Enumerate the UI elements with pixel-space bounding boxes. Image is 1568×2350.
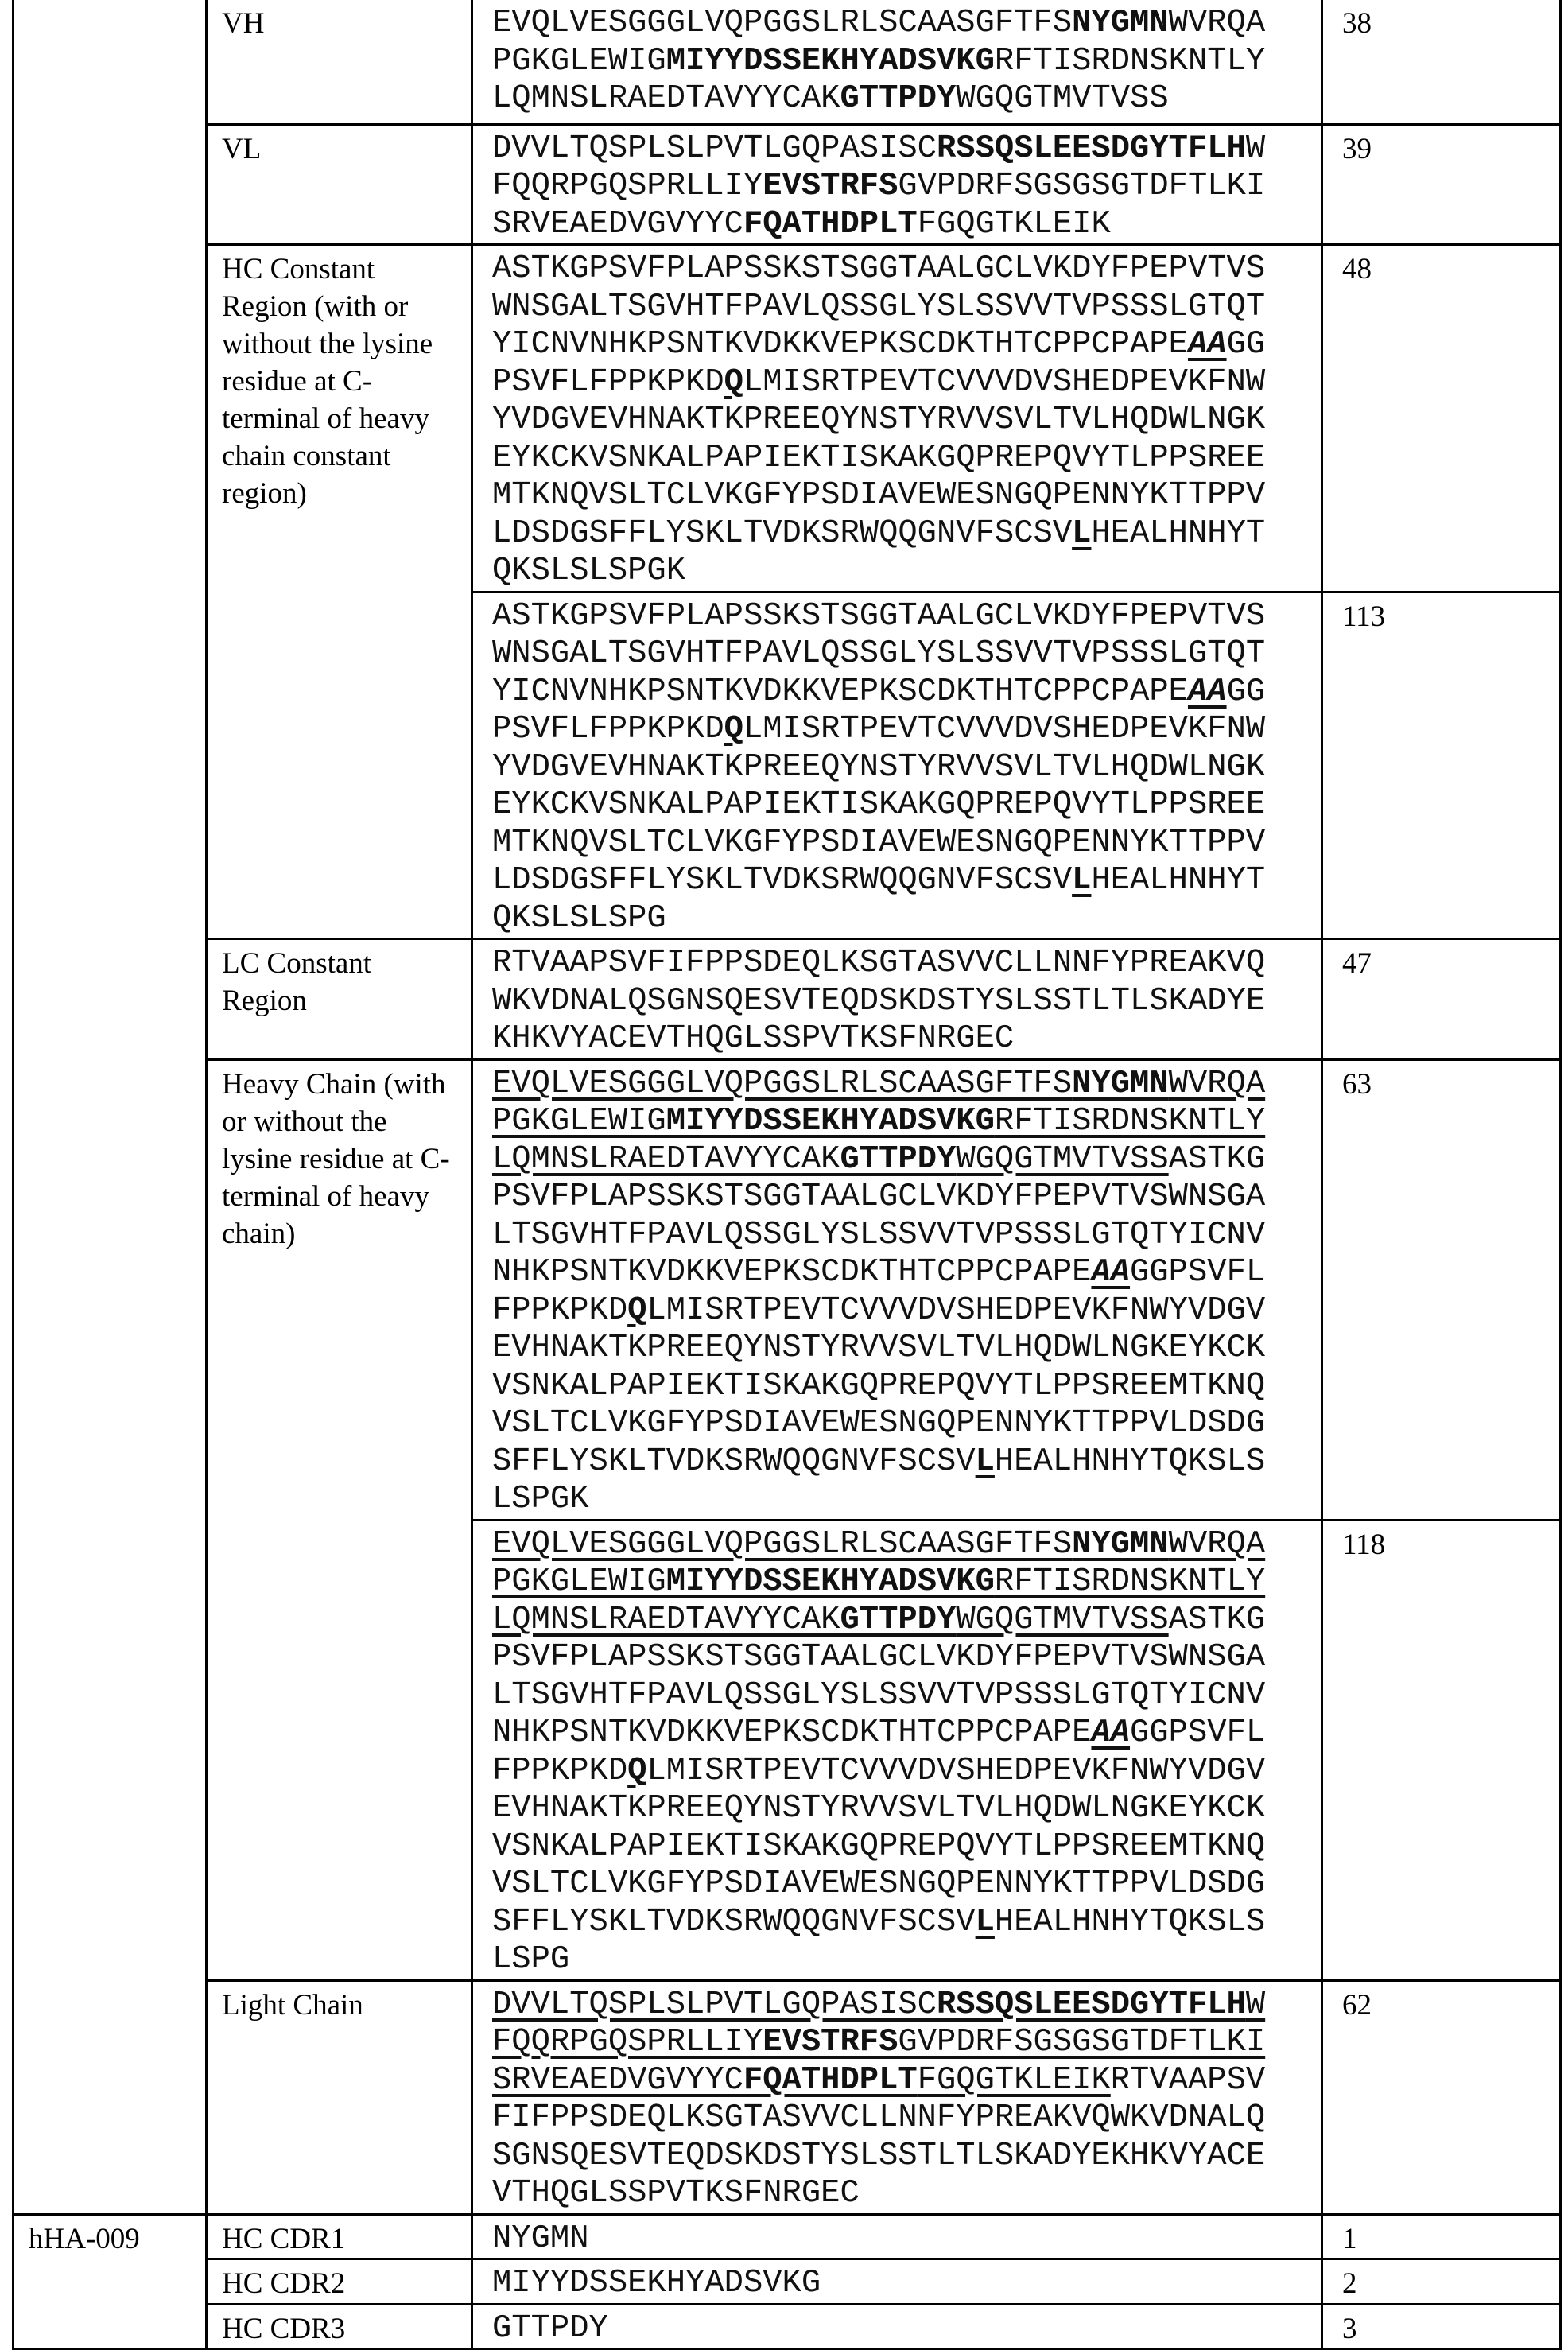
- sequence-segment: GVPDRFSGSGSGTDFTLKI: [898, 2024, 1265, 2061]
- cdr-or-mutation-segment: L: [976, 1904, 995, 1940]
- seq-id-number: 1: [1322, 2214, 1561, 2259]
- sequence-segment: FGQGTKLEIK: [918, 2062, 1111, 2099]
- table-row: [14, 939, 1561, 1060]
- sequence-segment: EYKCKVSNKALPAPIEKTISKAKGQPREPQVYTLPPSREE: [492, 787, 1265, 823]
- sequence-line: [492, 945, 1306, 983]
- cdr-or-mutation-segment: RSSQSLEESDGYTFLH: [937, 130, 1246, 167]
- cdr-or-mutation-segment: L: [1072, 862, 1091, 899]
- cdr-or-mutation-segment: L: [1072, 515, 1091, 552]
- sequence-line: [492, 1254, 1306, 1292]
- sequence-line: [492, 1292, 1306, 1330]
- sequence-line: [492, 862, 1306, 900]
- cdr-or-mutation-segment: Q: [724, 364, 743, 401]
- sequence-segment: WGQGTMVTVSS: [956, 80, 1168, 117]
- sequence-line: [492, 1563, 1306, 1602]
- antibody-name: hHA-009: [14, 2214, 207, 2349]
- sequence-segment: VSNKALPAPIEKTISKAKGQPREPQVYTLPPSREEMTKNQ: [492, 1368, 1265, 1404]
- sequence-segment: WVRQA: [1169, 1066, 1266, 1102]
- sequence-segment: VSLTCLVKGFYPSDIAVEWESNGQPENNYKTTPPVLDSDG: [492, 1866, 1265, 1902]
- sequence-segment: WGQGTMVTVSS: [956, 1141, 1168, 1178]
- sequence-segment: ASTKGPSVFPLAPSSKSTSGGTAALGCLVKDYFPEPVTVS: [492, 598, 1265, 635]
- sequence-line: [492, 2024, 1306, 2062]
- sequence-segment: VTHQGLSSPVTKSFNRGEC: [492, 2175, 860, 2212]
- sequence-segment: WNSGALTSGVHTFPAVLQSSGLYSLSSVVTVPSSSLGTQT: [492, 635, 1265, 672]
- sequence-cell: [472, 939, 1322, 1060]
- sequence-line: [492, 711, 1306, 749]
- sequence-line: [492, 825, 1306, 863]
- region-label: VH: [207, 0, 472, 124]
- sequence-cell: [472, 1980, 1322, 2214]
- sequence-segment: LMISRTPEVTCVVVDVSHEDPEVKFNWYVDGV: [646, 1292, 1265, 1329]
- sequence-segment: VSLTCLVKGFYPSDIAVEWESNGQPENNYKTTPPVLDSDG: [492, 1405, 1265, 1442]
- sequence-segment: FGQGTKLEIK: [918, 206, 1111, 243]
- sequence-segment: LMISRTPEVTCVVVDVSHEDPEVKFNWYVDGV: [646, 1753, 1265, 1789]
- cdr-sequence: MIYYDSSEKHYADSVKG: [472, 2259, 1322, 2305]
- sequence-segment: ASTKG: [1169, 1141, 1266, 1178]
- sequence-line: [492, 515, 1306, 554]
- sequence-line: [492, 1828, 1306, 1866]
- cdr-or-mutation-segment: NYGMN: [1072, 5, 1169, 41]
- cdr-or-mutation-segment: MIYYDSSEKHYADSVKG: [666, 1103, 995, 1140]
- sequence-segment: QKSLSLSPGK: [492, 553, 685, 589]
- sequence-line: [492, 477, 1306, 515]
- cdr-or-mutation-segment: Q: [724, 711, 743, 748]
- sequence-segment: NHKPSNTKVDKKVEPKSCDKTHTCPPCPAPE: [492, 1715, 1091, 1751]
- sequence-cell: [472, 1059, 1322, 1520]
- sequence-segment: RTVAAPSVFIFPPSDEQLKSGTASVVCLLNNFYPREAKVQ: [492, 945, 1265, 981]
- sequence-line: [492, 43, 1306, 81]
- cdr-label: HC CDR2: [207, 2259, 472, 2305]
- sequence-line: [492, 2175, 1306, 2213]
- cdr-or-mutation-segment: GTTPDY: [840, 1141, 956, 1178]
- cdr-or-mutation-segment: FQATHDPLT: [743, 2062, 918, 2099]
- sequence-segment: MTKNQVSLTCLVKGFYPSDIAVEWESNGQPENNYKTTPPV: [492, 477, 1265, 514]
- region-label: Heavy Chain (with or without the lysine residue at C-terminal of heavy chain): [207, 1059, 472, 1980]
- region-label: HC Constant Region (with or without the lysine residue at C-terminal of heavy chain constant region): [207, 245, 472, 939]
- sequence-segment: EVHNAKTKPREEQYNSTYRVVSVLTVLHQDWLNGKEYKCK: [492, 1330, 1265, 1366]
- sequence-line: [492, 402, 1306, 440]
- sequence-segment: LMISRTPEVTCVVVDVSHEDPEVKFNW: [743, 364, 1265, 401]
- sequence-segment: PSVFPLAPSSKSTSGGTAALGCLVKDYFPEPVTVSWNSGA: [492, 1179, 1265, 1215]
- sequence-line: [492, 1066, 1306, 1104]
- sequence-line: [492, 289, 1306, 327]
- sequence-line: [492, 787, 1306, 825]
- sequence-line: [492, 2062, 1306, 2100]
- seq-id-number: 48: [1322, 245, 1561, 592]
- sequence-line: [492, 749, 1306, 787]
- seq-id-number: 39: [1322, 124, 1561, 245]
- seq-id-number: 63: [1322, 1059, 1561, 1520]
- sequence-segment: PGKGLEWIG: [492, 1563, 666, 1600]
- sequence-line: [492, 364, 1306, 402]
- sequence-segment: EVHNAKTKPREEQYNSTYRVVSVLTVLHQDWLNGKEYKCK: [492, 1790, 1265, 1827]
- sequence-line: [492, 598, 1306, 636]
- sequence-segment: PSVFPLAPSSKSTSGGTAALGCLVKDYFPEPVTVSWNSGA: [492, 1639, 1265, 1676]
- table-row: [14, 245, 1561, 592]
- sequence-segment: EVQLVESGGGLVQPGGSLRLSCAASGFTFS: [492, 5, 1072, 41]
- sequence-cell: [472, 0, 1322, 124]
- sequence-line: [492, 1866, 1306, 1904]
- sequence-line: [492, 1443, 1306, 1482]
- sequence-line: [492, 1677, 1306, 1715]
- sequence-line: [492, 1790, 1306, 1828]
- sequence-segment: ASTKG: [1169, 1602, 1266, 1638]
- sequence-line: [492, 553, 1306, 591]
- sequence-segment: FIFPPSDEQLKSGTASVVCLLNNFYPREAKVQWKVDNALQ: [492, 2099, 1265, 2136]
- sequence-segment: HEALHNHYTQKSLS: [995, 1904, 1265, 1940]
- sequence-segment: GG: [1227, 326, 1266, 363]
- sequence-segment: LTSGVHTFPAVLQSSGLYSLSSVVTVPSSSLGTQTYICNV: [492, 1217, 1265, 1253]
- cdr-sequence: NYGMN: [472, 2214, 1322, 2259]
- sequence-segment: MTKNQVSLTCLVKGFYPSDIAVEWESNGQPENNYKTTPPV: [492, 825, 1265, 861]
- sequence-line: [492, 130, 1306, 169]
- sequence-segment: LDSDGSFFLYSKLTVDKSRWQQGNVFSCSV: [492, 515, 1072, 552]
- sequence-line: [492, 326, 1306, 364]
- sequence-segment: NHKPSNTKVDKKVEPKSCDKTHTCPPCPAPE: [492, 1254, 1091, 1291]
- sequence-line: [492, 900, 1306, 938]
- sequence-segment: LSPGK: [492, 1481, 589, 1517]
- sequence-line: [492, 251, 1306, 289]
- sequence-line: [492, 674, 1306, 712]
- sequence-segment: SFFLYSKLTVDKSRWQQGNVFSCSV: [492, 1904, 976, 1940]
- antibody-cell-empty: [14, 0, 207, 2214]
- sequence-segment: LTSGVHTFPAVLQSSGLYSLSSVVTVPSSSLGTQTYICNV: [492, 1677, 1265, 1714]
- sequence-segment: WVRQA: [1169, 1526, 1266, 1563]
- sequence-line: [492, 206, 1306, 244]
- cdr-or-mutation-segment: NYGMN: [1072, 1526, 1169, 1563]
- cdr-or-mutation-segment: RSSQSLEESDGYTFLH: [937, 1987, 1246, 2023]
- sequence-line: [492, 1179, 1306, 1217]
- table-row: [14, 2259, 1561, 2305]
- cdr-or-mutation-segment: AA: [1188, 326, 1227, 363]
- region-label: Light Chain: [207, 1980, 472, 2214]
- sequence-segment: GG: [1227, 674, 1266, 710]
- seq-id-number: 62: [1322, 1980, 1561, 2214]
- cdr-or-mutation-segment: Q: [627, 1753, 646, 1789]
- sequence-segment: SGNSQESVTEQDSKDSTYSLSSTLTLSKADYEKHKVYACE: [492, 2138, 1265, 2174]
- seq-id-number: 118: [1322, 1520, 1561, 1980]
- sequence-segment: YVDGVEVHNAKTKPREEQYNSTYRVVSVLTVLHQDWLNGK: [492, 749, 1265, 786]
- sequence-segment: SRVEAEDVGVYYC: [492, 206, 743, 243]
- sequence-line: [492, 1405, 1306, 1443]
- sequence-line: [492, 1217, 1306, 1255]
- sequence-segment: PSVFLFPPKPKD: [492, 711, 724, 748]
- seq-id-number: 38: [1322, 0, 1561, 124]
- sequence-segment: ASTKGPSVFPLAPSSKSTSGGTAALGCLVKDYFPEPVTVS: [492, 251, 1265, 287]
- table-row: [14, 2214, 1561, 2259]
- cdr-or-mutation-segment: AA: [1091, 1254, 1130, 1291]
- sequence-cell: [472, 1520, 1322, 1980]
- cdr-or-mutation-segment: FQATHDPLT: [743, 206, 918, 243]
- table-row: [14, 1059, 1561, 1520]
- sequence-line: [492, 1141, 1306, 1179]
- seq-id-number: 47: [1322, 939, 1561, 1060]
- sequence-segment: SFFLYSKLTVDKSRWQQGNVFSCSV: [492, 1443, 976, 1480]
- sequence-line: [492, 1481, 1306, 1519]
- sequence-segment: FPPKPKD: [492, 1292, 627, 1329]
- sequence-line: [492, 1639, 1306, 1677]
- sequence-segment: WGQGTMVTVSS: [956, 1602, 1168, 1638]
- sequence-segment: KHKVYACEVTHQGLSSPVTKSFNRGEC: [492, 1020, 1014, 1057]
- cdr-or-mutation-segment: MIYYDSSEKHYADSVKG: [666, 1563, 995, 1600]
- sequence-segment: LSPG: [492, 1941, 569, 1978]
- sequence-segment: YICNVNHKPSNTKVDKKVEPKSCDKTHTCPPCPAPE: [492, 674, 1188, 710]
- region-label: LC Constant Region: [207, 939, 472, 1060]
- sequence-line: [492, 2099, 1306, 2138]
- sequence-segment: LQMNSLRAEDTAVYYCAK: [492, 1602, 840, 1638]
- sequence-line: [492, 983, 1306, 1021]
- sequence-line: [492, 2138, 1306, 2176]
- sequence-cell: [472, 124, 1322, 245]
- table-row: [14, 2304, 1561, 2349]
- sequence-table: [12, 0, 1562, 2350]
- sequence-segment: LMISRTPEVTCVVVDVSHEDPEVKFNW: [743, 711, 1265, 748]
- cdr-or-mutation-segment: EVSTRFS: [763, 2024, 898, 2061]
- sequence-line: [492, 1020, 1306, 1058]
- cdr-label: HC CDR3: [207, 2304, 472, 2349]
- sequence-segment: YICNVNHKPSNTKVDKKVEPKSCDKTHTCPPCPAPE: [492, 326, 1188, 363]
- cdr-or-mutation-segment: GTTPDY: [840, 1602, 956, 1638]
- sequence-line: [492, 1753, 1306, 1791]
- sequence-segment: RFTISRDNSKNTLY: [995, 1103, 1265, 1140]
- sequence-segment: LDSDGSFFLYSKLTVDKSRWQQGNVFSCSV: [492, 862, 1072, 899]
- sequence-segment: LQMNSLRAEDTAVYYCAK: [492, 80, 840, 117]
- cdr-or-mutation-segment: GTTPDY: [840, 80, 956, 117]
- sequence-line: [492, 168, 1306, 206]
- sequence-segment: RTVAAPSV: [1111, 2062, 1265, 2099]
- sequence-segment: FPPKPKD: [492, 1753, 627, 1789]
- sequence-segment: GGPSVFL: [1130, 1715, 1265, 1751]
- cdr-or-mutation-segment: AA: [1091, 1715, 1130, 1751]
- sequence-segment: HEALHNHYT: [1091, 862, 1265, 899]
- cdr-or-mutation-segment: NYGMN: [1072, 1066, 1169, 1102]
- sequence-segment: HEALHNHYT: [1091, 515, 1265, 552]
- sequence-segment: PGKGLEWIG: [492, 43, 666, 80]
- sequence-line: [492, 635, 1306, 674]
- cdr-sequence: GTTPDY: [472, 2304, 1322, 2349]
- table-row: [14, 0, 1561, 124]
- cdr-or-mutation-segment: AA: [1188, 674, 1227, 710]
- sequence-segment: DVVLTQSPLSLPVTLGQPASISC: [492, 1987, 937, 2023]
- cdr-or-mutation-segment: L: [976, 1443, 995, 1480]
- sequence-cell: [472, 592, 1322, 939]
- sequence-line: [492, 5, 1306, 43]
- sequence-segment: WKVDNALQSGNSQESVTEQDSKDSTYSLSSTLTLSKADYE: [492, 983, 1265, 1020]
- seq-id-number: 2: [1322, 2259, 1561, 2305]
- seq-id-number: 113: [1322, 592, 1561, 939]
- sequence-line: [492, 440, 1306, 478]
- sequence-segment: RFTISRDNSKNTLY: [995, 43, 1265, 80]
- sequence-segment: HEALHNHYTQKSLS: [995, 1443, 1265, 1480]
- sequence-line: [492, 1715, 1306, 1753]
- sequence-segment: QKSLSLSPG: [492, 900, 666, 937]
- sequence-segment: YVDGVEVHNAKTKPREEQYNSTYRVVSVLTVLHQDWLNGK: [492, 402, 1265, 438]
- sequence-segment: WNSGALTSGVHTFPAVLQSSGLYSLSSVVTVPSSSLGTQT: [492, 289, 1265, 325]
- sequence-line: [492, 1368, 1306, 1406]
- sequence-line: [492, 1526, 1306, 1564]
- cdr-or-mutation-segment: Q: [627, 1292, 646, 1329]
- cdr-or-mutation-segment: MIYYDSSEKHYADSVKG: [666, 43, 995, 80]
- sequence-line: [492, 1602, 1306, 1640]
- sequence-segment: W: [1246, 130, 1265, 167]
- table-row: [14, 124, 1561, 245]
- sequence-segment: FQQRPGQSPRLLIY: [492, 168, 763, 204]
- sequence-segment: LQMNSLRAEDTAVYYCAK: [492, 1141, 840, 1178]
- sequence-segment: GVPDRFSGSGSGTDFTLKI: [898, 168, 1265, 204]
- sequence-line: [492, 1941, 1306, 1979]
- sequence-line: [492, 1904, 1306, 1942]
- sequence-segment: DVVLTQSPLSLPVTLGQPASISC: [492, 130, 937, 167]
- sequence-segment: WVRQA: [1169, 5, 1266, 41]
- sequence-line: [492, 1987, 1306, 2025]
- table-row: [14, 1980, 1561, 2214]
- sequence-line: [492, 1330, 1306, 1368]
- sequence-segment: GGPSVFL: [1130, 1254, 1265, 1291]
- sequence-line: [492, 80, 1306, 118]
- sequence-line: [492, 1103, 1306, 1141]
- sequence-segment: EVQLVESGGGLVQPGGSLRLSCAASGFTFS: [492, 1066, 1072, 1102]
- region-label: VL: [207, 124, 472, 245]
- sequence-segment: EYKCKVSNKALPAPIEKTISKAKGQPREPQVYTLPPSREE: [492, 440, 1265, 476]
- sequence-segment: SRVEAEDVGVYYC: [492, 2062, 743, 2099]
- sequence-segment: RFTISRDNSKNTLY: [995, 1563, 1265, 1600]
- sequence-segment: FQQRPGQSPRLLIY: [492, 2024, 763, 2061]
- sequence-segment: PGKGLEWIG: [492, 1103, 666, 1140]
- sequence-segment: EVQLVESGGGLVQPGGSLRLSCAASGFTFS: [492, 1526, 1072, 1563]
- sequence-segment: VSNKALPAPIEKTISKAKGQPREPQVYTLPPSREEMTKNQ: [492, 1828, 1265, 1865]
- cdr-label: HC CDR1: [207, 2214, 472, 2259]
- sequence-segment: W: [1246, 1987, 1265, 2023]
- sequence-segment: PSVFLFPPKPKD: [492, 364, 724, 401]
- seq-id-number: 3: [1322, 2304, 1561, 2349]
- sequence-cell: [472, 245, 1322, 592]
- cdr-or-mutation-segment: EVSTRFS: [763, 168, 898, 204]
